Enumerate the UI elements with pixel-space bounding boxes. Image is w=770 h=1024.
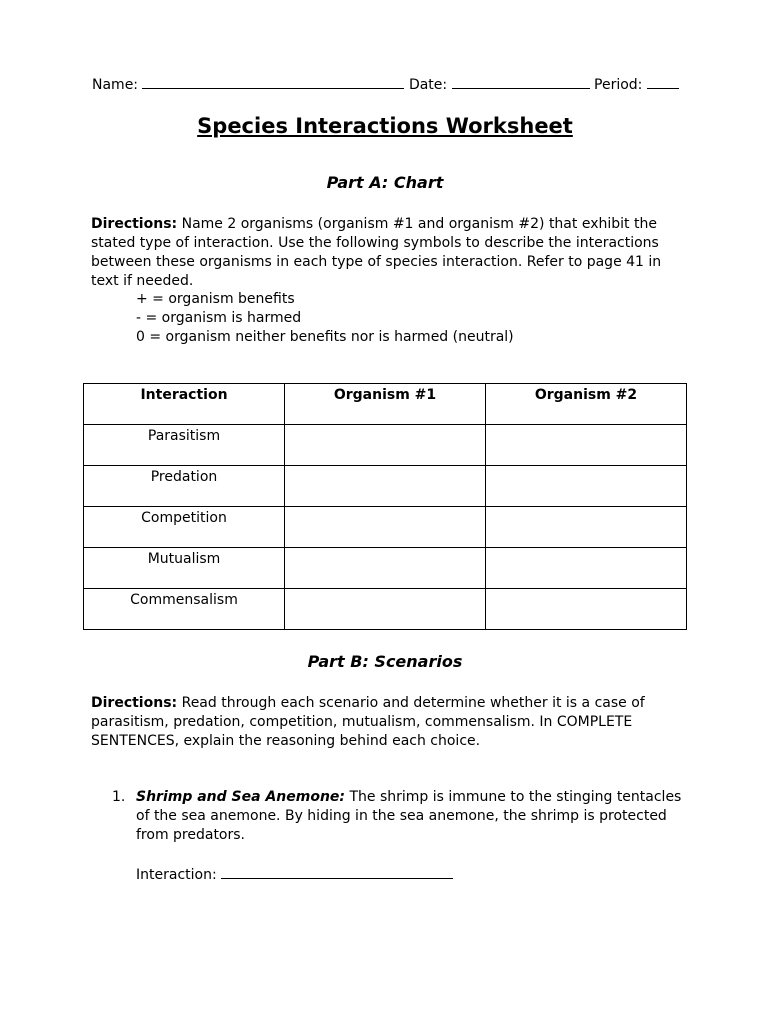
- table-row: [84, 548, 687, 589]
- part-b-heading: Part B: Scenarios: [307, 652, 463, 671]
- row-label-commensalism: Commensalism: [84, 589, 285, 630]
- part-a-directions-text: Name 2 organisms (organism #1 and organism #2) that exhibit the stated type of interaction. Use the following symbols to describe the interactions between these organisms in each type of species interaction. Refer to page 41 in text if needed.: [91, 216, 662, 289]
- table-row: [84, 425, 687, 466]
- table-header-row: [84, 384, 687, 425]
- organism-1-cell[interactable]: [285, 507, 486, 548]
- name-label: Name:: [92, 77, 139, 93]
- organism-1-cell[interactable]: [285, 425, 486, 466]
- organism-1-cell[interactable]: [285, 548, 486, 589]
- interaction-label: Interaction:: [136, 867, 217, 883]
- part-b-directions-text: Read through each scenario and determine whether it is a case of parasitism, predation, competition, mutualism, commensalism. In COMPLETE SENTENCES, explain the reasoning behind each choice.: [91, 695, 645, 749]
- organism-2-cell[interactable]: [486, 589, 687, 630]
- header-organism-1: Organism #1: [285, 384, 486, 425]
- table-row: [84, 466, 687, 507]
- period-label: Period:: [594, 77, 643, 93]
- period-blank[interactable]: [647, 74, 679, 89]
- organism-1-cell[interactable]: [285, 466, 486, 507]
- key-harmed: - = organism is harmed: [136, 310, 302, 326]
- table-row: [84, 507, 687, 548]
- date-label: Date:: [408, 77, 448, 93]
- part-a-directions: [91, 215, 691, 291]
- name-blank[interactable]: [142, 74, 404, 89]
- row-label-mutualism: Mutualism: [84, 548, 285, 589]
- scenario-number: 1.: [112, 789, 126, 805]
- organism-2-cell[interactable]: [486, 548, 687, 589]
- worksheet-title: Species Interactions Worksheet: [197, 114, 573, 138]
- header-organism-2: Organism #2: [486, 384, 687, 425]
- organism-1-cell[interactable]: [285, 589, 486, 630]
- row-label-parasitism: Parasitism: [84, 425, 285, 466]
- part-b-directions: [91, 694, 691, 751]
- header-fields: [92, 74, 679, 93]
- scenario-1-interaction: [136, 864, 453, 883]
- table-row: [84, 589, 687, 630]
- row-label-competition: Competition: [84, 507, 285, 548]
- part-b-directions-label: Directions:: [91, 695, 178, 711]
- key-neutral: 0 = organism neither benefits nor is harmed (neutral): [136, 329, 514, 345]
- organism-2-cell[interactable]: [486, 466, 687, 507]
- interaction-chart: [83, 383, 687, 630]
- key-benefits: + = organism benefits: [136, 291, 295, 307]
- date-blank[interactable]: [452, 74, 590, 89]
- scenario-text: The shrimp is immune to the stinging tentacles of the sea anemone. By hiding in the sea anemone, the shrimp is protected from predators.: [136, 789, 682, 843]
- header-interaction: Interaction: [84, 384, 285, 425]
- scenario-title: Shrimp and Sea Anemone:: [136, 789, 346, 805]
- part-a-heading: Part A: Chart: [326, 173, 444, 192]
- organism-2-cell[interactable]: [486, 507, 687, 548]
- part-a-directions-label: Directions:: [91, 216, 178, 232]
- organism-2-cell[interactable]: [486, 425, 687, 466]
- scenario-body: [136, 788, 692, 845]
- scenario-1: [112, 788, 692, 845]
- symbol-key: [136, 290, 514, 347]
- row-label-predation: Predation: [84, 466, 285, 507]
- interaction-blank[interactable]: [221, 864, 453, 879]
